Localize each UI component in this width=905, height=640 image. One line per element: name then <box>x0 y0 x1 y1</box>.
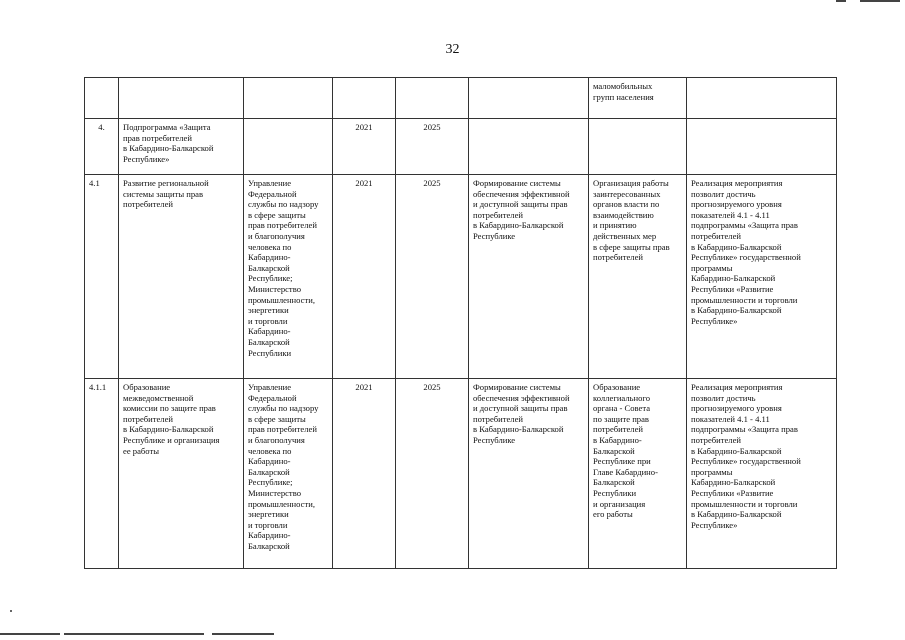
scan-mark-top-small <box>836 0 846 2</box>
cell-num: 4.1 <box>85 175 119 379</box>
cell-end: 2025 <box>396 379 469 569</box>
cell-responsible <box>244 119 333 175</box>
scan-segment <box>0 633 60 635</box>
scan-speck <box>10 610 12 612</box>
cell-content <box>589 119 687 175</box>
cell-end: 2025 <box>396 119 469 175</box>
cell-name: Образование межведомственной комиссии по защите прав потребителей в Кабардино-Балкарской Республике и организация ее работы <box>119 379 244 569</box>
cell-link: Реализация мероприятия позволит достичь прогнозируемого уровня показателей 4.1 - 4.11 подпрограммы «Защита прав потребителей в Кабардино-Балкарской Республике» государственной программы Кабардино-Балкарской Республики «Развитие промышленности и торговли в Кабардино-Балкарской Республике» <box>687 175 837 379</box>
cell-result <box>469 119 589 175</box>
cell-content: Образование коллегиального органа - Совета по защите прав потребителей в Кабардино- Балкарской Республике при Главе Кабардино- Балкарской Республики и организация его работы <box>589 379 687 569</box>
cell-result <box>469 78 589 119</box>
cell-responsible: Управление Федеральной службы по надзору в сфере защиты прав потребителей и благополучия человека по Кабардино- Балкарской Республике; Министерство промышленности, энергетики и торговли Кабардино- Балкарской <box>244 379 333 569</box>
cell-end: 2025 <box>396 175 469 379</box>
cell-num: 4. <box>85 119 119 175</box>
cell-result: Формирование системы обеспечения эффективной и доступной защиты прав потребителей в Кабардино-Балкарской Республике <box>469 175 589 379</box>
cell-end <box>396 78 469 119</box>
cell-content: маломобильных групп населения <box>589 78 687 119</box>
table-row <box>85 78 837 119</box>
cell-result: Формирование системы обеспечения эффективной и доступной защиты прав потребителей в Кабардино-Балкарской Республике <box>469 379 589 569</box>
cell-start: 2021 <box>333 379 396 569</box>
scan-segment <box>64 633 204 635</box>
cell-link: Реализация мероприятия позволит достичь прогнозируемого уровня показателей 4.1 - 4.11 подпрограммы «Защита прав потребителей в Кабардино-Балкарской Республике» государственной программы Кабардино-Балкарской Республики «Развитие промышленности и торговли в Кабардино-Балкарской Республике» <box>687 379 837 569</box>
cell-start <box>333 78 396 119</box>
cell-num: 4.1.1 <box>85 379 119 569</box>
scan-segment <box>212 633 274 635</box>
cell-responsible <box>244 78 333 119</box>
page-number: 32 <box>445 42 460 57</box>
table-row <box>85 119 837 175</box>
cell-name: Подпрограмма «Защита прав потребителей в Кабардино-Балкарской Республике» <box>119 119 244 175</box>
cell-responsible: Управление Федеральной службы по надзору в сфере защиты прав потребителей и благополучия человека по Кабардино- Балкарской Республике; Министерство промышленности, энергетики и торговли Кабардино- Балкарской Республики <box>244 175 333 379</box>
cell-link <box>687 119 837 175</box>
table-row <box>85 379 837 569</box>
scan-mark-top <box>860 0 900 2</box>
cell-num <box>85 78 119 119</box>
events-table <box>84 77 837 569</box>
cell-link <box>687 78 837 119</box>
cell-name: Развитие региональной системы защиты прав потребителей <box>119 175 244 379</box>
table-row <box>85 175 837 379</box>
cell-start: 2021 <box>333 175 396 379</box>
cell-start: 2021 <box>333 119 396 175</box>
scan-artifact-bottom <box>0 633 905 636</box>
cell-content: Организация работы заинтересованных органов власти по взаимодействию и принятию действенных мер в сфере защиты прав потребителей <box>589 175 687 379</box>
cell-name <box>119 78 244 119</box>
